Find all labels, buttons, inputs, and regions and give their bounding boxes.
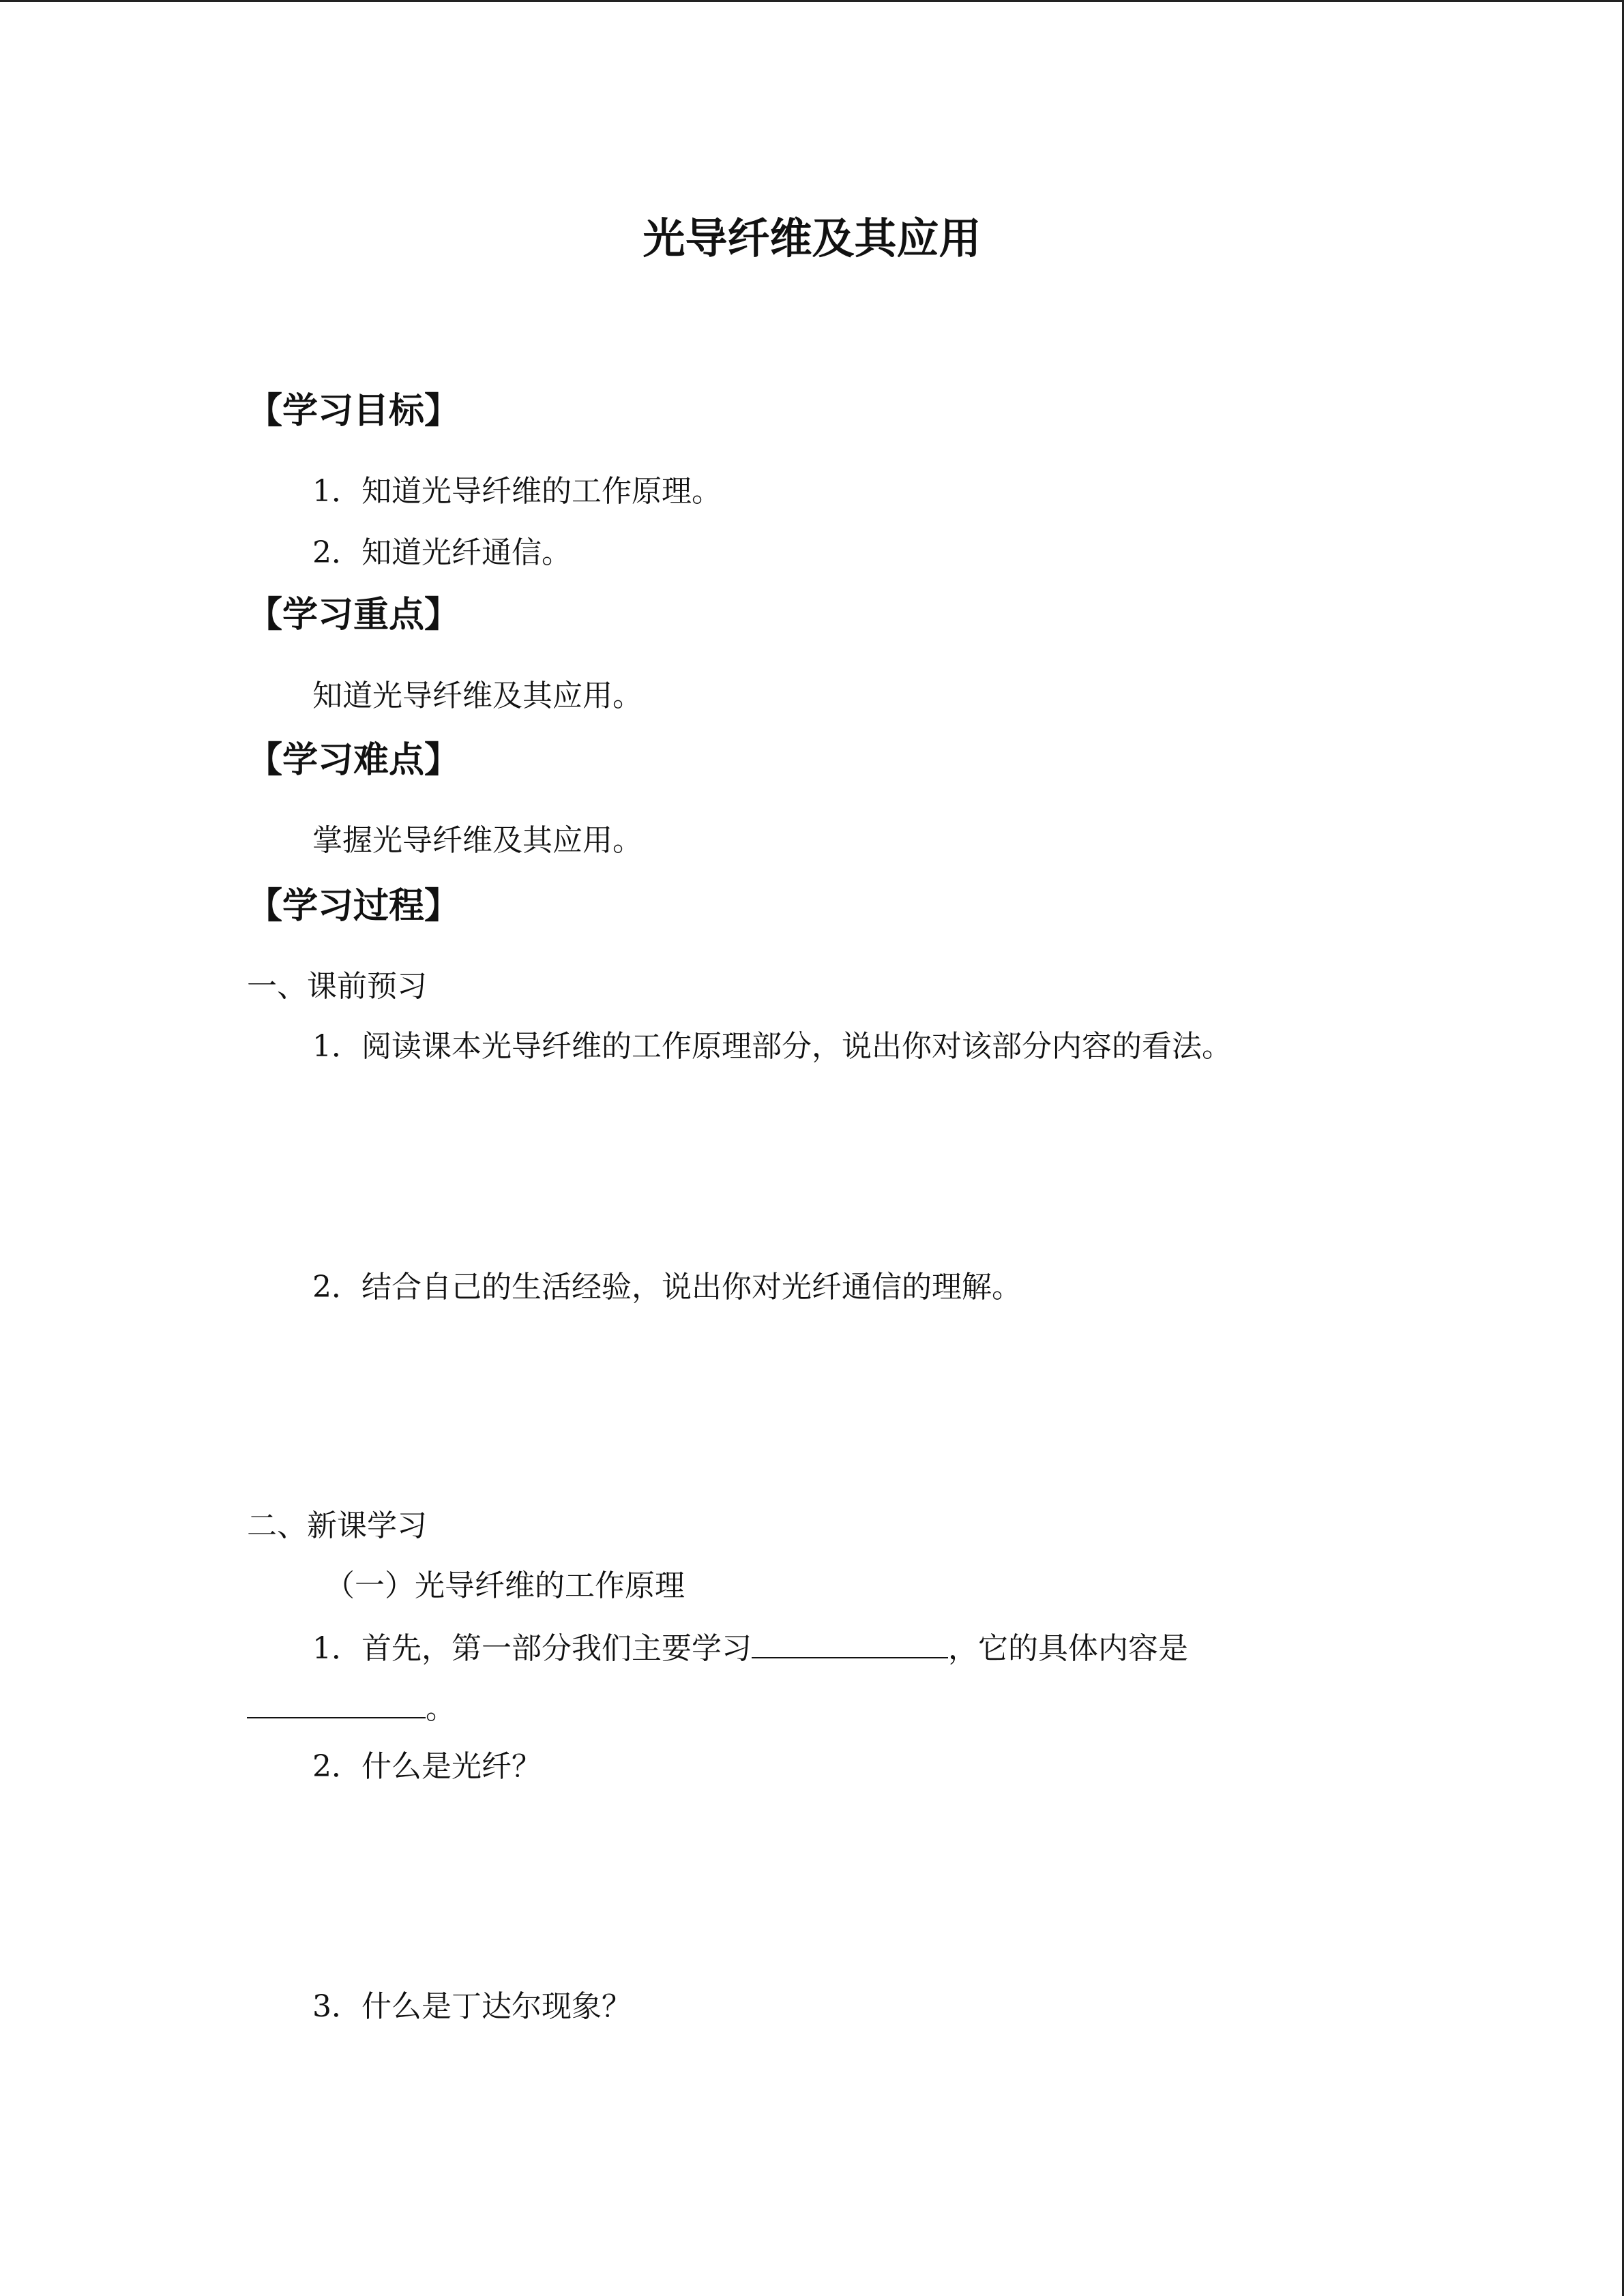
heading-difficulties: 【学习难点】	[247, 740, 460, 781]
heading-process: 【学习过程】	[247, 886, 460, 927]
objective-item-2: 2．知道光纤通信。	[312, 535, 572, 570]
page-border-top	[0, 0, 1624, 2]
answer-blank-content[interactable]	[247, 1683, 426, 1718]
lesson-question-1-text-a: 1．首先，第一部分我们主要学习	[312, 1631, 752, 1666]
preview-question-2: 2．结合自己的生活经验，说出你对光纤通信的理解。	[312, 1270, 1022, 1304]
preview-question-1: 1．阅读课本光导纤维的工作原理部分，说出你对该部分内容的看法。	[312, 1029, 1232, 1064]
key-points-text: 知道光导纤维及其应用。	[312, 679, 643, 713]
new-lesson-title: 二、新课学习	[247, 1508, 427, 1543]
lesson-question-2: 2．什么是光纤？	[312, 1749, 542, 1784]
difficulties-text: 掌握光导纤维及其应用。	[312, 823, 643, 858]
page-title: 光导纤维及其应用	[643, 213, 981, 263]
lesson-question-1-end: 。	[426, 1691, 456, 1726]
lesson-question-3: 3．什么是丁达尔现象？	[312, 1989, 632, 2024]
answer-blank-topic[interactable]	[752, 1623, 948, 1658]
subsection-title: （一）光导纤维的工作原理	[325, 1568, 685, 1603]
objective-item-1: 1．知道光导纤维的工作原理。	[312, 474, 722, 509]
preview-title: 一、课前预习	[247, 969, 427, 1004]
heading-objectives: 【学习目标】	[247, 391, 460, 432]
heading-key-points: 【学习重点】	[247, 595, 460, 636]
lesson-question-1-text-b: ，它的具体内容是	[948, 1631, 1188, 1666]
lesson-question-1	[312, 1623, 1188, 1673]
lesson-question-1-continued	[247, 1683, 456, 1733]
